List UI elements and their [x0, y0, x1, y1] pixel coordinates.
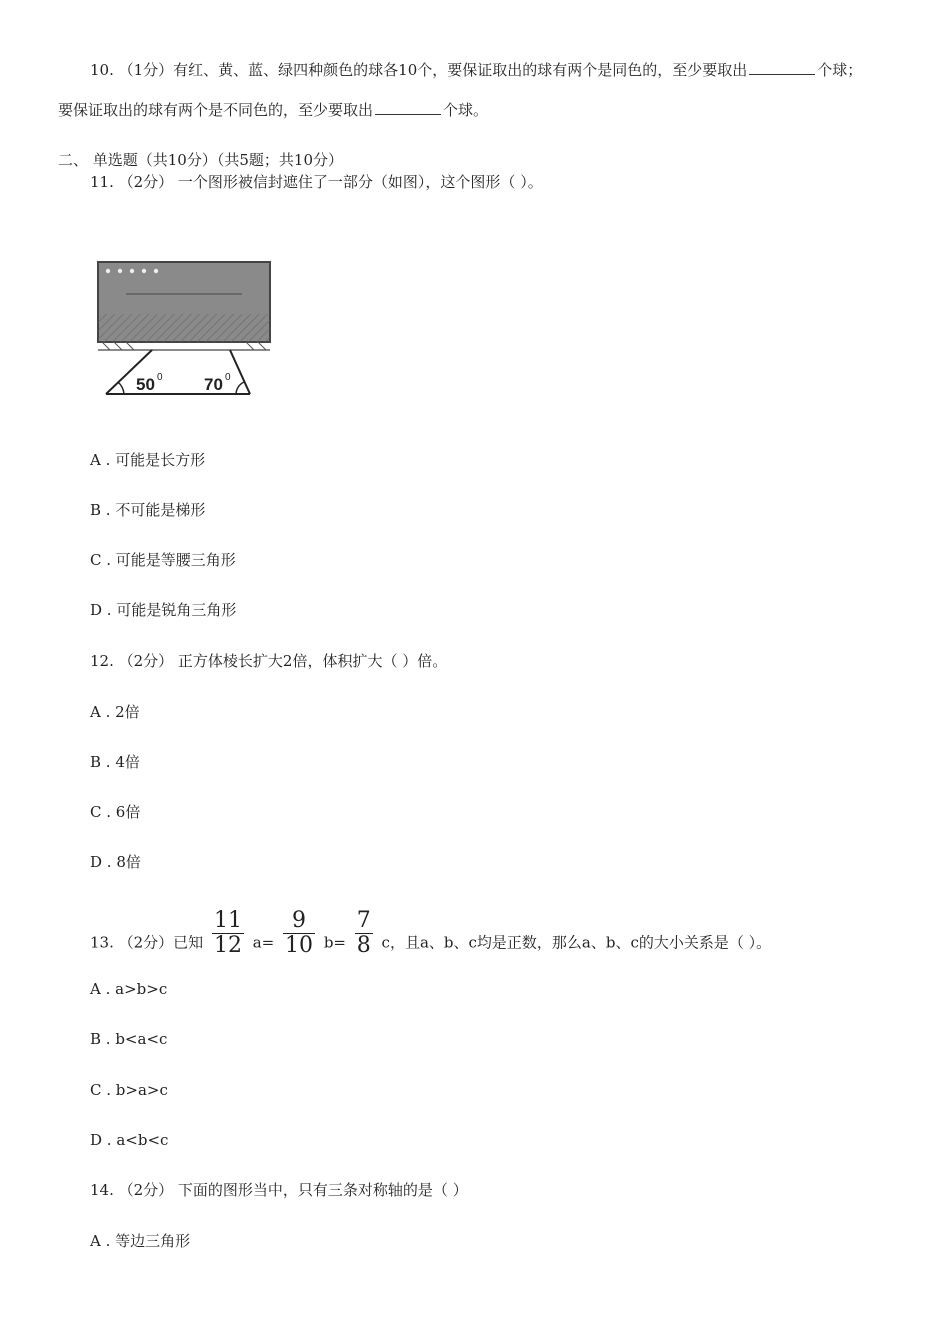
fraction-3 [355, 910, 373, 957]
q13-option-a[interactable]: A . a>b>c [90, 980, 168, 998]
q10-text-b: 个球； [817, 61, 863, 79]
q13-stem [90, 908, 772, 967]
q13-text-2: b= [323, 933, 346, 952]
angle-left-label: 50 [136, 375, 155, 394]
q10-text-a: 10. （1分）有红、黄、蓝、绿四种颜色的球各10个，要保证取出的球有两个是同色的，至少要取出 [90, 61, 748, 79]
section-title: 二、 单选题（共10分）（共5题；共10分） [58, 151, 343, 169]
q12-option-c[interactable]: C . 6倍 [90, 803, 141, 821]
q11-option-d[interactable]: D . 可能是锐角三角形 [90, 601, 237, 619]
q13-option-b[interactable]: B . b<a<c [90, 1030, 168, 1048]
fraction-1-den: 12 [213, 933, 242, 958]
q10-text-c: 要保证取出的球有两个是不同色的，至少要取出 [58, 101, 374, 119]
q10-line1 [90, 60, 862, 80]
q10-blank-1[interactable] [749, 60, 815, 75]
fraction-2 [283, 910, 315, 957]
angle-right-degree: 0 [225, 372, 231, 383]
fraction-3-num: 7 [356, 908, 371, 933]
q10-line2 [58, 100, 488, 120]
q14-stem: 14. （2分） 下面的图形当中，只有三条对称轴的是（ ） [90, 1181, 468, 1199]
q13-prefix: 13. （2分）已知 [90, 933, 204, 952]
q12-option-a[interactable]: A . 2倍 [90, 703, 140, 721]
q12-option-d[interactable]: D . 8倍 [90, 853, 141, 871]
fraction-2-den: 10 [285, 933, 314, 958]
angle-left-degree: 0 [157, 372, 163, 383]
fraction-3-den: 8 [356, 933, 371, 958]
q10-blank-2[interactable] [375, 100, 441, 115]
fraction-1 [212, 910, 244, 957]
q11-option-c[interactable]: C . 可能是等腰三角形 [90, 551, 236, 569]
q10-text-d: 个球。 [443, 101, 489, 119]
envelope-figure [96, 256, 276, 402]
angle-right-label: 70 [204, 375, 223, 394]
q13-text-1: a= [252, 933, 275, 952]
fraction-1-num: 11 [213, 908, 242, 933]
q14-option-a[interactable]: A . 等边三角形 [90, 1232, 191, 1250]
q13-suffix: c，且a、b、c均是正数，那么a、b、c的大小关系是（ ）。 [381, 933, 772, 952]
q13-option-c[interactable]: C . b>a>c [90, 1081, 168, 1099]
q11-stem: 11. （2分） 一个图形被信封遮住了一部分（如图），这个图形（ ）。 [90, 173, 543, 191]
q13-option-d[interactable]: D . a<b<c [90, 1131, 169, 1149]
q12-stem: 12. （2分） 正方体棱长扩大2倍，体积扩大（ ）倍。 [90, 652, 448, 670]
q11-option-a[interactable]: A . 可能是长方形 [90, 451, 206, 469]
fraction-2-num: 9 [292, 908, 307, 933]
q11-option-b[interactable]: B . 不可能是梯形 [90, 501, 206, 519]
q12-option-b[interactable]: B . 4倍 [90, 753, 140, 771]
envelope-figure-svg [96, 256, 276, 402]
